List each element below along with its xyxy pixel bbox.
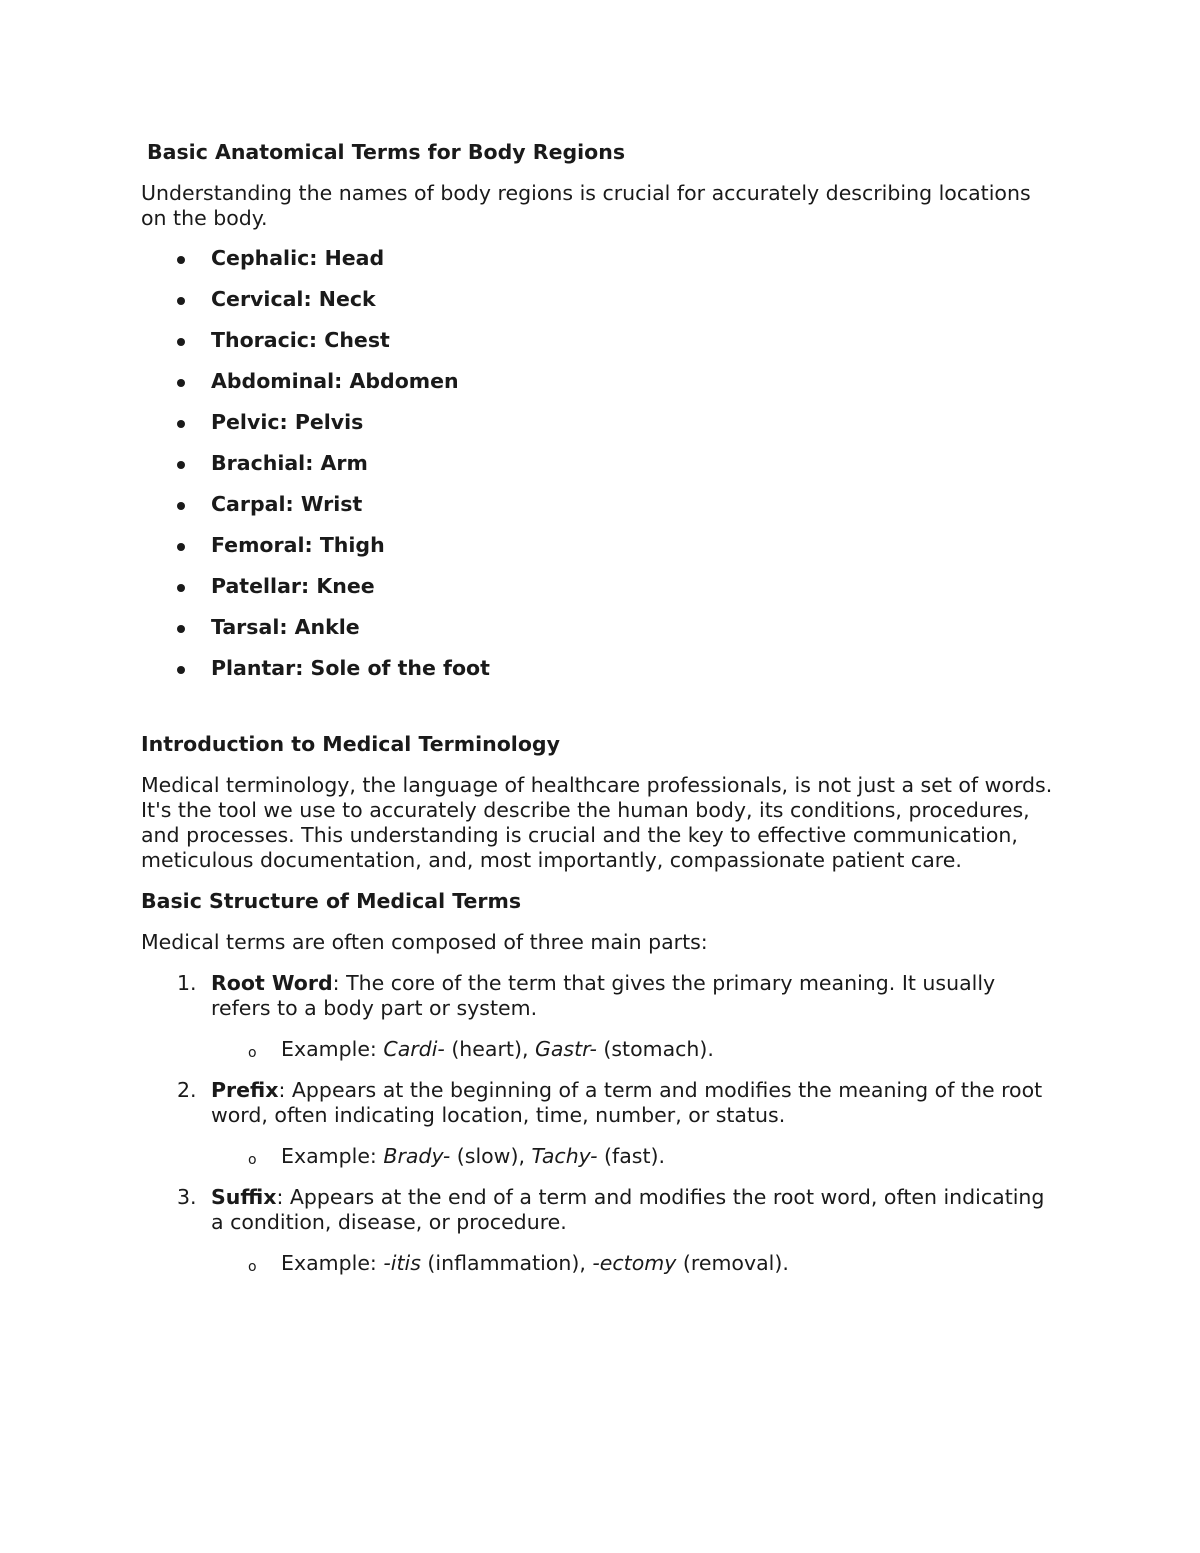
term-parts-list: [141, 971, 1056, 1276]
circle-bullet-icon: o: [248, 1259, 257, 1275]
list-item: Cervical: Neck: [141, 287, 1056, 312]
bullet-icon: [177, 379, 185, 387]
bullet-icon: [177, 625, 185, 633]
example-line: o Example: -itis (inflammation), -ectomy (removal).: [211, 1251, 1056, 1276]
list-item: Tarsal: Ankle: [141, 615, 1056, 640]
section-body-medical-terminology: Medical terminology, the language of healthcare professionals, is not just a set of words. It's the tool we use to accurately describe the human body, its conditions, procedures, and processes. This understanding is crucial and the key to effective communication, meticulous documentation, and, most importantly, compassionate patient care.: [141, 773, 1053, 872]
list-item: Abdominal: Abdomen: [141, 369, 1056, 394]
list-number: 2.: [177, 1078, 197, 1102]
circle-bullet-icon: o: [248, 1152, 257, 1168]
section-title-anatomical-terms: Basic Anatomical Terms for Body Regions: [147, 140, 626, 164]
example-term: -ectomy: [592, 1251, 677, 1275]
list-item-suffix: [141, 1185, 1056, 1276]
bullet-icon: [177, 461, 185, 469]
term-label: Prefix: [211, 1078, 279, 1102]
example-line: o Example: Cardi- (heart), Gastr- (stomach).: [211, 1037, 1056, 1062]
list-item-root-word: [141, 971, 1056, 1062]
section-title-structure: Basic Structure of Medical Terms: [141, 889, 522, 913]
list-item: Patellar: Knee: [141, 574, 1056, 599]
list-item-prefix: [141, 1078, 1056, 1169]
term-label: Root Word: [211, 971, 333, 995]
term-description: : The core of the term that gives the primary meaning. It usually refers to a body part or system.: [211, 971, 996, 1020]
list-item: Pelvic: Pelvis: [141, 410, 1056, 435]
list-number: 3.: [177, 1185, 197, 1209]
bullet-icon: [177, 666, 185, 674]
term-description: : Appears at the beginning of a term and modifies the meaning of the root word, often indicating location, time, number, or status.: [211, 1078, 1043, 1127]
section-title-medical-terminology: Introduction to Medical Terminology: [141, 732, 560, 756]
list-number: 1.: [177, 971, 197, 995]
example-term: Gastr-: [534, 1037, 597, 1061]
list-item: Brachial: Arm: [141, 451, 1056, 476]
bullet-icon: [177, 420, 185, 428]
example-term: -itis: [383, 1251, 421, 1275]
example-term: Cardi-: [383, 1037, 445, 1061]
list-item: Cephalic: Head: [141, 246, 1056, 271]
bullet-icon: [177, 256, 185, 264]
list-item: Carpal: Wrist: [141, 492, 1056, 517]
bullet-icon: [177, 543, 185, 551]
bullet-icon: [177, 338, 185, 346]
example-term: Tachy-: [531, 1144, 598, 1168]
list-item: Femoral: Thigh: [141, 533, 1056, 558]
section-intro-body-regions: Understanding the names of body regions is crucial for accurately describing locations on the body.: [141, 181, 1031, 230]
list-item: Plantar: Sole of the foot: [141, 656, 1056, 681]
bullet-icon: [177, 584, 185, 592]
body-regions-list: [141, 246, 1056, 681]
section-intro-structure: Medical terms are often composed of three main parts:: [141, 930, 708, 954]
example-line: o Example: Brady- (slow), Tachy- (fast).: [211, 1144, 1056, 1169]
document-page: [141, 140, 1056, 1292]
list-item: Thoracic: Chest: [141, 328, 1056, 353]
bullet-icon: [177, 297, 185, 305]
example-term: Brady-: [383, 1144, 451, 1168]
term-description: : Appears at the end of a term and modifies the root word, often indicating a condition, disease, or procedure.: [211, 1185, 1045, 1234]
bullet-icon: [177, 502, 185, 510]
circle-bullet-icon: o: [248, 1045, 257, 1061]
term-label: Suffix: [211, 1185, 277, 1209]
